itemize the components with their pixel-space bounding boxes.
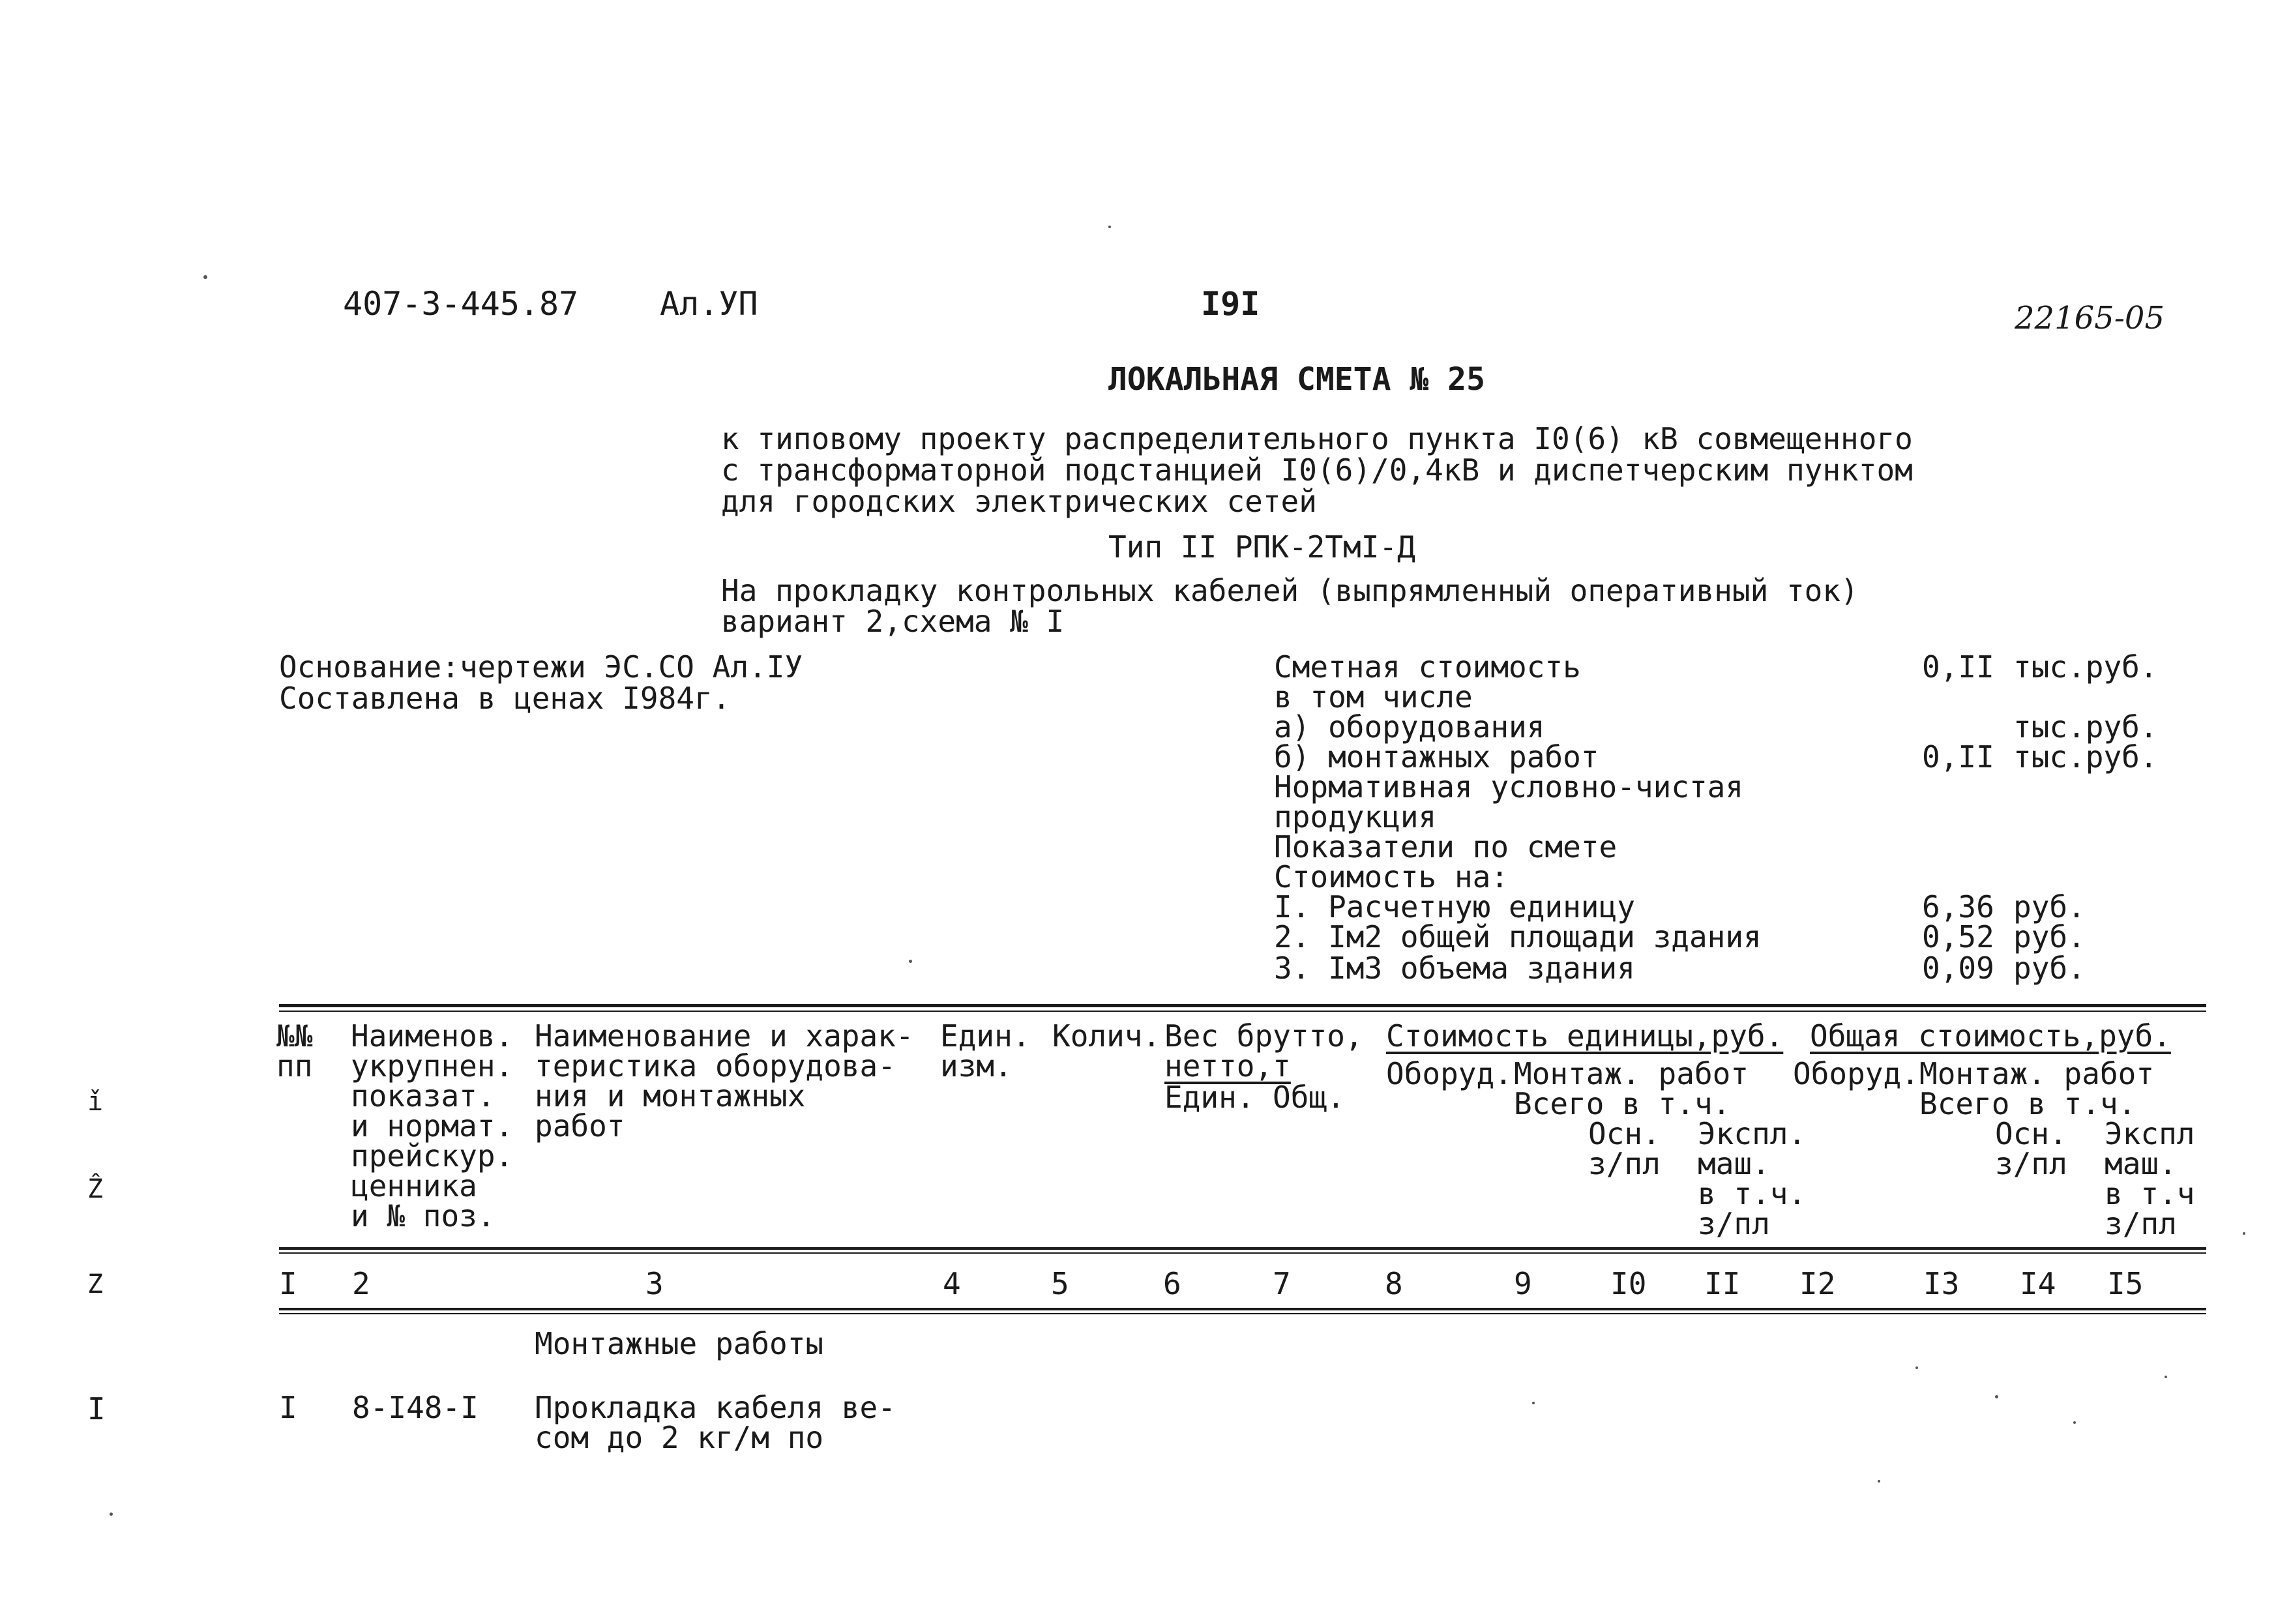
table-top-rule bbox=[279, 1004, 2206, 1007]
document-code: 407-3-445.87 bbox=[343, 285, 579, 323]
row-number: I bbox=[279, 1390, 297, 1425]
header-osn-1-line1: Осн. bbox=[1588, 1116, 1661, 1151]
header-col5: Колич. bbox=[1052, 1018, 1161, 1054]
album-number: Ал.УП bbox=[660, 285, 758, 323]
header-mounting-1: Монтаж. работ bbox=[1514, 1056, 1749, 1091]
equipment-label: а) оборудования bbox=[1274, 709, 1545, 745]
scan-speck bbox=[1995, 1395, 1998, 1398]
header-bottom-rule bbox=[279, 1247, 2206, 1250]
header-col3-line2: теристика оборудова- bbox=[535, 1048, 896, 1084]
normative-line-1: Нормативная условно-чистая bbox=[1274, 769, 1744, 805]
basis-line-2: Составлена в ценах I984г. bbox=[279, 681, 731, 716]
indicator-1-value: 6,36 bbox=[1922, 889, 1994, 924]
col-number-3: 3 bbox=[645, 1266, 664, 1301]
header-col1-line1: №№ bbox=[276, 1018, 313, 1054]
header-unit-cost: Стоимость единицы,руб. bbox=[1386, 1018, 1784, 1054]
header-col4-line1: Един. bbox=[940, 1018, 1031, 1054]
col-number-5: 5 bbox=[1051, 1266, 1069, 1301]
indicator-3-value: 0,09 bbox=[1922, 951, 1994, 986]
variant-line: вариант 2,схема № I bbox=[721, 604, 1065, 639]
title-line-1: к типовому проекту распределительного пункта I0(6) кВ совмещенного bbox=[721, 421, 1913, 456]
header-expl-1-line2: маш. bbox=[1698, 1146, 1770, 1181]
estimate-heading: ЛОКАЛЬНАЯ СМЕТА № 25 bbox=[1108, 361, 1485, 398]
basis-line-1: Основание:чертежи ЭС.СО Ал.IУ bbox=[279, 649, 803, 685]
indicator-3-unit: руб. bbox=[2013, 951, 2086, 986]
header-col3-line1: Наименование и харак- bbox=[535, 1018, 914, 1054]
row-name-line-2: сом до 2 кг/м по bbox=[535, 1420, 824, 1455]
header-equipment-1: Оборуд. bbox=[1386, 1056, 1513, 1091]
header-col2-line3: показат. bbox=[351, 1078, 495, 1114]
margin-mark-2: Ẑ bbox=[87, 1174, 104, 1204]
cost-unit: тыс.руб. bbox=[2013, 649, 2158, 685]
header-total-2: Всего в т.ч. bbox=[1919, 1086, 2136, 1121]
header-col3-line3: ния и монтажных bbox=[535, 1078, 806, 1114]
header-weight: Вес брутто, bbox=[1164, 1018, 1363, 1054]
col-number-2: 2 bbox=[352, 1266, 370, 1301]
header-expl-2-line1: Экспл bbox=[2105, 1116, 2195, 1151]
header-expl-1-line4: з/пл bbox=[1698, 1206, 1770, 1241]
page-number: I9I bbox=[1201, 285, 1260, 323]
header-bottom-rule-inner bbox=[279, 1252, 2206, 1254]
cost-label: Сметная стоимость bbox=[1274, 649, 1581, 685]
header-col2-line5: прейскур. bbox=[351, 1138, 514, 1174]
header-expl-1-line1: Экспл. bbox=[1698, 1116, 1807, 1151]
title-line-2: с трансформаторной подстанцией I0(6)/0,4кВ и диспетчерским пунктом bbox=[721, 452, 1913, 488]
normative-line-2: продукция bbox=[1274, 799, 1437, 834]
header-col2-line6: ценника bbox=[351, 1168, 477, 1203]
header-weight-unit: Един. bbox=[1164, 1080, 1255, 1115]
project-type: Тип II РПК-2ТмI-Д bbox=[1108, 529, 1415, 565]
indicator-3-label: 3. Iм3 объема здания bbox=[1274, 951, 1635, 986]
header-col2-line1: Наименов. bbox=[351, 1018, 514, 1054]
equipment-unit: тыс.руб. bbox=[2013, 709, 2158, 745]
header-expl-2-line3: в т.ч bbox=[2105, 1176, 2195, 1211]
table-top-rule-inner bbox=[279, 1011, 2206, 1012]
header-mounting-2: Монтаж. работ bbox=[1919, 1056, 2155, 1091]
numbers-bottom-rule bbox=[279, 1308, 2206, 1310]
margin-mark-1: ǐ bbox=[87, 1087, 104, 1117]
scan-speck bbox=[909, 960, 912, 963]
header-col1-line2: пп bbox=[276, 1048, 313, 1084]
mounting-label: б) монтажных работ bbox=[1274, 739, 1599, 775]
header-total-cost: Общая стоимость,руб. bbox=[1810, 1018, 2171, 1054]
scan-speck bbox=[1878, 1480, 1880, 1483]
header-total-1: Всего в т.ч. bbox=[1514, 1086, 1731, 1121]
header-col4-line2: изм. bbox=[940, 1048, 1012, 1084]
header-equipment-2: Оборуд. bbox=[1793, 1056, 1919, 1091]
col-number-6: 6 bbox=[1163, 1266, 1181, 1301]
col-number-12: I2 bbox=[1799, 1266, 1836, 1301]
numbers-bottom-rule-inner bbox=[279, 1313, 2206, 1314]
scan-speck bbox=[2073, 1421, 2076, 1424]
header-osn-1-line2: з/пл bbox=[1588, 1146, 1661, 1181]
col-number-13: I3 bbox=[1923, 1266, 1960, 1301]
header-expl-2-line4: з/пл bbox=[2105, 1206, 2177, 1241]
section-title: Монтажные работы bbox=[535, 1326, 824, 1361]
col-number-9: 9 bbox=[1514, 1266, 1532, 1301]
mounting-value: 0,II bbox=[1922, 739, 1994, 775]
col-number-7: 7 bbox=[1273, 1266, 1291, 1301]
indicator-2-unit: руб. bbox=[2013, 919, 2086, 954]
scan-speck bbox=[203, 275, 207, 279]
scan-speck bbox=[2243, 1232, 2245, 1235]
cost-value: 0,II bbox=[1922, 649, 1994, 685]
col-number-10: I0 bbox=[1610, 1266, 1647, 1301]
header-netto: нетто,т bbox=[1164, 1048, 1291, 1084]
header-weight-total: Общ. bbox=[1273, 1080, 1345, 1115]
col-number-8: 8 bbox=[1385, 1266, 1403, 1301]
row-name-line-1: Прокладка кабеля ве- bbox=[535, 1390, 896, 1425]
header-expl-1-line3: в т.ч. bbox=[1698, 1176, 1807, 1211]
header-col2-line4: и нормат. bbox=[351, 1108, 514, 1144]
header-osn-2-line1: Осн. bbox=[1995, 1116, 2067, 1151]
col-number-4: 4 bbox=[943, 1266, 961, 1301]
indicator-1-label: I. Расчетную единицу bbox=[1274, 889, 1635, 924]
scan-speck bbox=[110, 1513, 113, 1516]
handwritten-stamp: 22165-05 bbox=[2015, 300, 2165, 336]
indicator-2-value: 0,52 bbox=[1922, 919, 1994, 954]
col-number-11: II bbox=[1704, 1266, 1741, 1301]
indicator-2-label: 2. Iм2 общей площади здания bbox=[1274, 919, 1762, 954]
indicator-1-unit: руб. bbox=[2013, 889, 2086, 924]
col-number-1: I bbox=[279, 1266, 297, 1301]
header-expl-2-line2: маш. bbox=[2105, 1146, 2177, 1181]
indicators-label: Показатели по смете bbox=[1274, 829, 1618, 864]
margin-mark-4: I bbox=[87, 1391, 106, 1426]
header-col3-line4: работ bbox=[535, 1108, 625, 1144]
col-number-14: I4 bbox=[2020, 1266, 2056, 1301]
header-col2-line2: укрупнен. bbox=[351, 1048, 514, 1084]
header-osn-2-line2: з/пл bbox=[1995, 1146, 2067, 1181]
scan-speck bbox=[1532, 1402, 1535, 1404]
title-line-3: для городских электрических сетей bbox=[721, 484, 1317, 519]
margin-mark-3: Z bbox=[87, 1269, 104, 1299]
scan-speck bbox=[1108, 226, 1111, 228]
header-col2-line7: и № поз. bbox=[351, 1198, 495, 1233]
including-label: в том числе bbox=[1274, 679, 1473, 715]
mounting-unit: тыс.руб. bbox=[2013, 739, 2158, 775]
purpose-line: На прокладку контрольных кабелей (выпрямленный оперативный ток) bbox=[721, 573, 1859, 608]
row-code: 8-I48-I bbox=[352, 1390, 479, 1425]
col-number-15: I5 bbox=[2107, 1266, 2144, 1301]
cost-per-label: Стоимость на: bbox=[1274, 859, 1509, 894]
scan-speck bbox=[2165, 1376, 2167, 1378]
scan-speck bbox=[1915, 1366, 1918, 1369]
